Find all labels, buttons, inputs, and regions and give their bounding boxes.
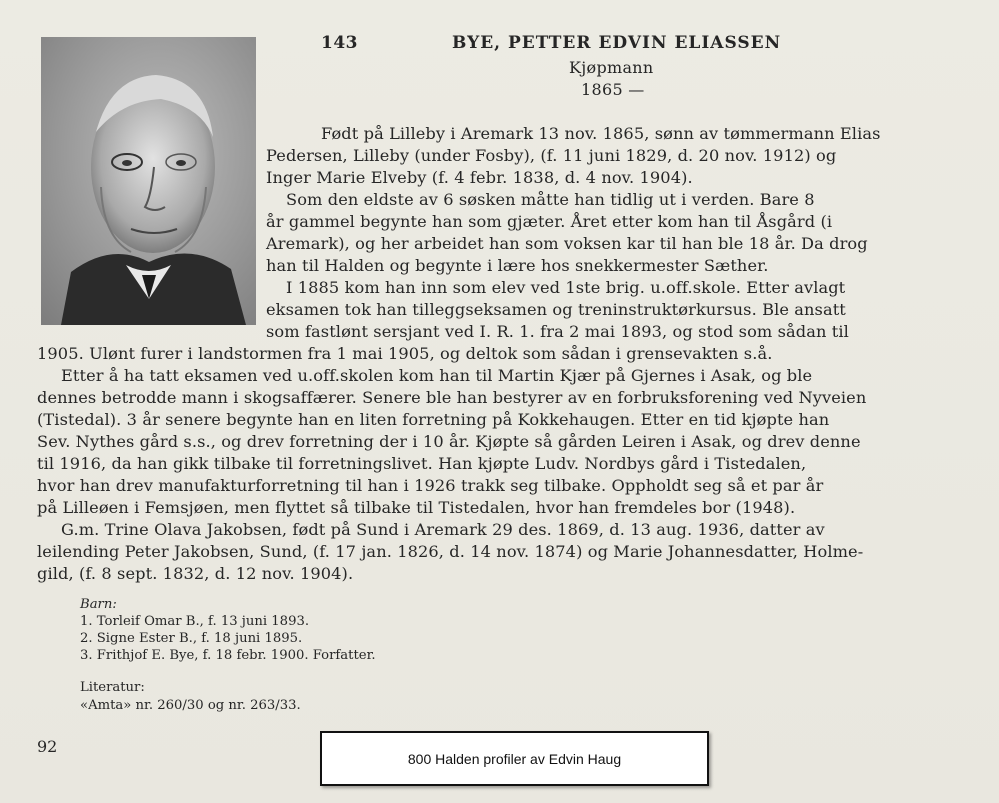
children-heading: Barn:	[80, 597, 117, 612]
body-line: 1905. Ulønt furer i landstormen fra 1 mai 1905, og deltok som sådan i grensevakten s.å.	[37, 344, 773, 363]
caption-text: 800 Halden profiler av Edvin Haug	[407, 750, 622, 767]
body-line: som fastlønt sersjant ved I. R. 1. fra 2 mai 1893, og stod som sådan til	[266, 322, 849, 341]
body-line: dennes betrodde mann i skogsaffærer. Senere ble han bestyrer av en forbruksforening ved Nyveien	[37, 388, 867, 407]
entry-title: BYE, PETTER EDVIN ELIASSEN	[452, 33, 782, 53]
body-line: Inger Marie Elveby (f. 4 febr. 1838, d. 4 nov. 1904).	[266, 168, 693, 187]
body-line: eksamen tok han tilleggseksamen og treninstruktørkursus. Ble ansatt	[266, 300, 846, 319]
page-number: 92	[37, 737, 58, 756]
body-line: gild, (f. 8 sept. 1832, d. 12 nov. 1904).	[37, 564, 354, 583]
child-item: 2. Signe Ester B., f. 18 juni 1895.	[80, 631, 303, 646]
body-line: på Lilleøen i Femsjøen, men flyttet så tilbake til Tistedalen, hvor han fremdeles bor (1948).	[37, 498, 796, 517]
body-line: han til Halden og begynte i lære hos snekkermester Sæther.	[266, 256, 769, 275]
body-line: I 1885 kom han inn som elev ved 1ste brig. u.off.skole. Etter avlagt	[286, 278, 846, 297]
portrait-photo	[41, 37, 256, 325]
body-line: (Tistedal). 3 år senere begynte han en liten forretning på Kokkehaugen. Etter en tid kjøpte han	[37, 410, 830, 429]
child-item: 3. Frithjof E. Bye, f. 18 febr. 1900. Forfatter.	[80, 648, 376, 663]
body-line: leilending Peter Jakobsen, Sund, (f. 17 jan. 1826, d. 14 nov. 1874) og Marie Johannesdatter, Holme-	[37, 542, 864, 561]
body-line: Som den eldste av 6 søsken måtte han tidlig ut i verden. Bare 8	[286, 190, 815, 209]
body-line: til 1916, da han gikk tilbake til forretningslivet. Han kjøpte Ludv. Nordbys gård i Tistedalen,	[37, 454, 807, 473]
entry-number: 143	[321, 33, 358, 53]
body-line: år gammel begynte han som gjæter. Året etter kom han til Åsgård (i	[266, 212, 833, 231]
entry-years: 1865 —	[581, 80, 645, 99]
body-line: Sev. Nythes gård s.s., og drev forretning der i 10 år. Kjøpte så gården Leiren i Asak, og drev denne	[37, 432, 861, 451]
body-line: Pedersen, Lilleby (under Fosby), (f. 11 juni 1829, d. 20 nov. 1912) og	[266, 146, 837, 165]
child-item: 1. Torleif Omar B., f. 13 juni 1893.	[80, 614, 310, 629]
body-line: G.m. Trine Olava Jakobsen, født på Sund i Aremark 29 des. 1869, d. 13 aug. 1936, datter av	[61, 520, 825, 539]
body-line: Etter å ha tatt eksamen ved u.off.skolen kom han til Martin Kjær på Gjernes i Asak, og ble	[61, 366, 813, 385]
body-line: hvor han drev manufakturforretning til han i 1926 trakk seg tilbake. Oppholdt seg så et par år	[37, 476, 824, 495]
body-line: Født på Lilleby i Aremark 13 nov. 1865, sønn av tømmermann Elias	[321, 124, 881, 143]
entry-occupation: Kjøpmann	[569, 58, 654, 77]
literature-heading: Literatur:	[80, 680, 145, 695]
caption-box	[320, 731, 709, 786]
literature-item: «Amta» nr. 260/30 og nr. 263/33.	[80, 698, 301, 713]
body-line: Aremark), og her arbeidet han som voksen kar til han ble 18 år. Da drog	[266, 234, 868, 253]
